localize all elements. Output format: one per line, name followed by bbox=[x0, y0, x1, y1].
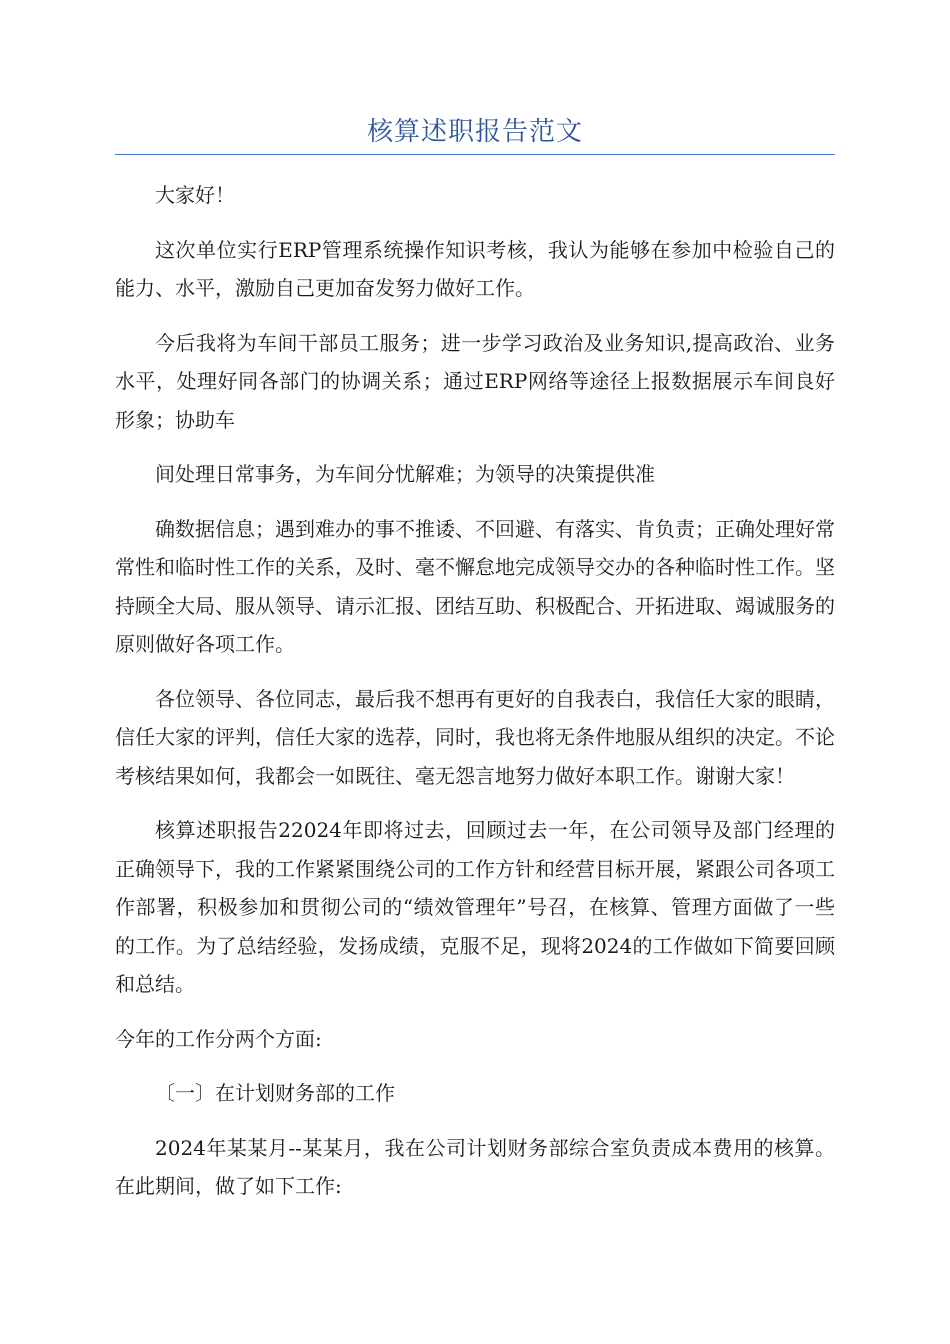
section-heading-finance-dept: 〔一〕在计划财务部的工作 bbox=[155, 1081, 395, 1105]
paragraph-year-review: 核算述职报告22024年即将过去，回顾过去一年，在公司领导及部门经理的正确领导下，我的工作紧紧围绕公司的工作方针和经营目标开展，紧跟公司各项工作部署，积极参加和贯彻公司的“绩效管理年”号召，在核算、管理方面做了一些的工作。为了总结经验，发扬成绩，克服不足，现将2024的工作做如下简要回顾和总结。 bbox=[115, 818, 835, 996]
paragraph-principles: 确数据信息；遇到难办的事不推诿、不回避、有落实、肯负责；正确处理好常常性和临时性工作的关系，及时、毫不懈怠地完成领导交办的各种临时性工作。坚持顾全大局、服从领导、请示汇报、团结互助、积极配合、开拓进取、竭诚服务的原则做好各项工作。 bbox=[115, 516, 835, 656]
title-underline bbox=[115, 154, 835, 155]
paragraph-closing: 各位领导、各位同志，最后我不想再有更好的自我表白，我信任大家的眼睛，信任大家的评判，信任大家的选荐，同时，我也将无条件地服从组织的决定。不论考核结果如何，我都会一如既往、毫无怨言地努力做好本职工作。谢谢大家！ bbox=[115, 686, 835, 788]
document-title: 核算述职报告范文 bbox=[366, 117, 583, 147]
paragraph-future-plans: 今后我将为车间干部员工服务；进一步学习政治及业务知识,提高政治、业务水平，处理好同各部门的协调关系；通过ERP网络等途径上报数据展示车间良好形象；协助车 bbox=[115, 330, 835, 432]
paragraph-two-aspects: 今年的工作分两个方面: bbox=[115, 1026, 322, 1051]
paragraph-cost-accounting: 2024年某某月--某某月，我在公司计划财务部综合室负责成本费用的核算。在此期间，做了如下工作: bbox=[115, 1135, 835, 1198]
paragraph-greeting: 大家好！ bbox=[155, 183, 235, 207]
paragraph-erp-assessment: 这次单位实行ERP管理系统操作知识考核，我认为能够在参加中检验自己的能力、水平，激励自己更加奋发努力做好工作。 bbox=[115, 237, 835, 300]
paragraph-daily-affairs: 间处理日常事务，为车间分忧解难；为领导的决策提供准 bbox=[155, 462, 655, 486]
document-body bbox=[115, 176, 835, 1222]
